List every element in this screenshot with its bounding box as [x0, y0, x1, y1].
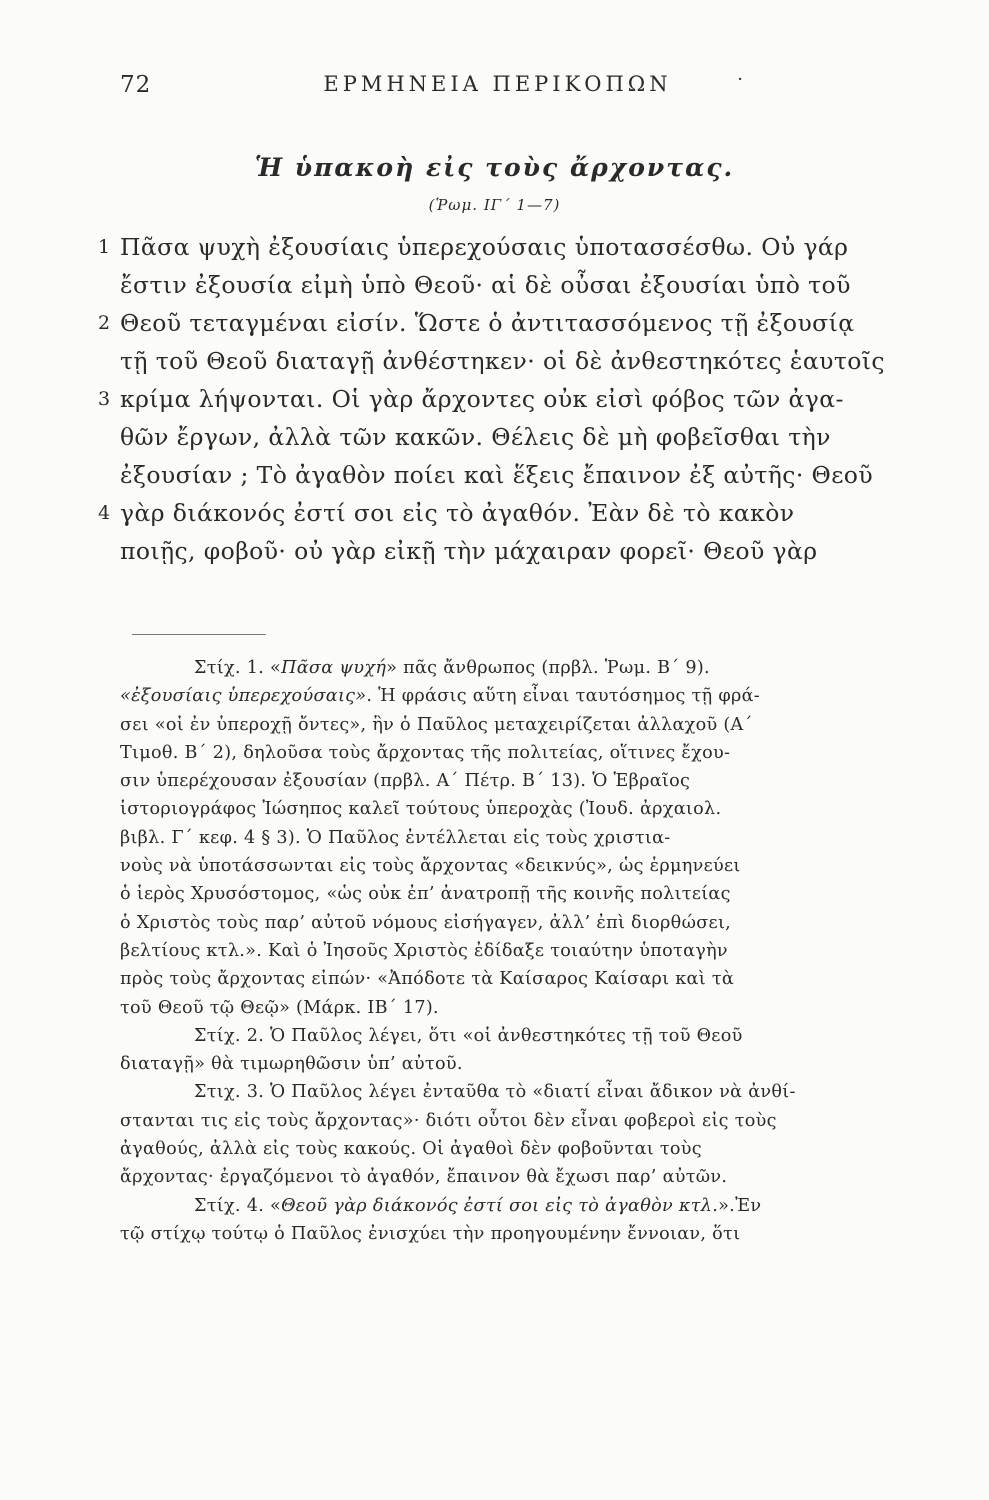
page-header: [120, 69, 875, 102]
line-text: ἐξουσίαν ; Τὸ ἀγαθὸν ποίει καὶ ἕξεις ἔπαινον ἐξ αὐτῆς· Θεοῦ: [120, 461, 874, 489]
note-line: [120, 682, 880, 710]
verse-number: 2: [98, 312, 111, 334]
note-text: . Ἡ φράσις αὕτη εἶναι ταυτόσημος τῇ φρά-: [366, 686, 761, 707]
section-title: Ἡ ὑπακοὴ εἰς τοὺς ἄρχοντας.: [254, 153, 735, 182]
note-text: ».Ἐν: [718, 1195, 762, 1216]
page-number: 72: [120, 72, 152, 98]
note-line: Στίχ. 2. Ὁ Παῦλος λέγει, ὅτι «οἱ ἀνθεστηκότες τῇ τοῦ Θεοῦ: [194, 1025, 743, 1046]
note-line: σιν ὑπερέχουσαν ἐξουσίαν (πρβλ. Α´ Πέτρ. Β´ 13). Ὁ Ἑβραῖος: [120, 771, 691, 792]
verse-number: 3: [98, 388, 111, 410]
commentary-notes: [120, 654, 880, 1248]
main-text: [98, 228, 885, 570]
note-line: ἀγαθούς, ἀλλὰ εἰς τοὺς κακούς. Οἱ ἀγαθοὶ δὲν φοβοῦνται τοὺς: [120, 1139, 702, 1160]
note-line: βελτίους κτλ.». Καὶ ὁ Ἰησοῦς Χριστὸς ἐδίδαξε τοιαύτην ὑποταγὴν: [120, 940, 728, 961]
line-text: Πᾶσα ψυχὴ ἐξουσίαις ὑπερεχούσαις ὑποτασσέσθω. Οὐ γάρ: [120, 233, 849, 261]
note-line: ἄρχοντας· ἐργαζόμενοι τὸ ἀγαθόν, ἔπαινον θὰ ἔχωσι παρ’ αὐτῶν.: [120, 1167, 728, 1188]
line-text: τῇ τοῦ Θεοῦ διαταγῇ ἀνθέστηκεν· οἱ δὲ ἀνθεστηκότες ἑαυτοῖς: [120, 347, 885, 375]
note-quote: «ἐξουσίαις ὑπερεχούσαις»: [120, 686, 367, 707]
note-text: » πᾶς ἄνθρωπος (πρβλ. Ῥωμ. Β´ 9).: [386, 658, 710, 678]
line-text: κρίμα λήψονται. Οἱ γὰρ ἄρχοντες οὐκ εἰσὶ φόβος τῶν ἀγα-: [120, 385, 844, 413]
note-line: τῷ στίχῳ τούτῳ ὁ Παῦλος ἐνισχύει τὴν προηγουμένην ἔννοιαν, ὅτι: [120, 1223, 741, 1244]
line-text: ποιῇς, φοβοῦ· οὐ γὰρ εἰκῇ τὴν μάχαιραν φορεῖ· Θεοῦ γὰρ: [120, 537, 818, 565]
note-line: πρὸς τοὺς ἄρχοντας εἰπών· «Ἀπόδοτε τὰ Καίσαρος Καίσαρι καὶ τὰ: [120, 969, 735, 990]
text-line: [120, 342, 885, 380]
note-line: Στιχ. 3. Ὁ Παῦλος λέγει ἐνταῦθα τὸ «διατί εἶναι ἄδικον νὰ ἀνθί-: [194, 1082, 796, 1103]
note-text: Στίχ. 1. «: [194, 658, 282, 678]
line-text: θῶν ἔργων, ἀλλὰ τῶν κακῶν. Θέλεις δὲ μὴ φοβεῖσθαι τὴν: [120, 423, 831, 451]
note-line: Τιμοθ. Β´ 2), δηλοῦσα τοὺς ἄρχοντας τῆς πολιτείας, οἵτινες ἔχου-: [120, 742, 731, 763]
note-line: τοῦ Θεοῦ τῷ Θεῷ» (Μάρκ. ΙΒ´ 17).: [120, 997, 439, 1018]
running-title: ΕΡΜΗΝΕΙΑ ΠΕΡΙΚΟΠΩΝ: [323, 72, 672, 96]
note-line: [120, 654, 880, 682]
text-line: [98, 228, 880, 266]
note-line: ὁ ἱερὸς Χρυσόστομος, «ὡς οὐκ ἐπ’ ἀνατροπῇ τῆς κοινῆς πολιτείας: [120, 884, 731, 905]
text-line: [120, 532, 880, 570]
section-reference: (Ῥωμ. ΙΓ´ 1—7): [428, 196, 561, 214]
note-line: ἱστοριογράφος Ἰώσηπος καλεῖ τούτους ὑπεροχὰς (Ἰουδ. ἀρχαιολ.: [120, 799, 722, 820]
text-line: [120, 456, 880, 494]
line-text: ἔστιν ἐξουσία εἰμὴ ὑπὸ Θεοῦ· αἱ δὲ οὖσαι ἐξουσίαι ὑπὸ τοῦ: [120, 271, 851, 299]
note-quote: Θεοῦ γὰρ διάκονός ἐστί σοι εἰς τὸ ἀγαθὸν κτλ.: [281, 1195, 719, 1216]
verse-number: 1: [98, 236, 111, 258]
text-line: [120, 266, 880, 304]
note-line: νοὺς νὰ ὑποτάσσωνται εἰς τοὺς ἄρχοντας «δεικνύς», ὡς ἑρμηνεύει: [120, 856, 741, 877]
text-line: [120, 418, 880, 456]
note-line: [120, 1192, 880, 1220]
verse-number: 4: [98, 502, 111, 524]
text-line: [98, 304, 880, 342]
note-line: σει «οἱ ἐν ὑπεροχῇ ὄντες», ἣν ὁ Παῦλος μεταχειρίζεται ἀλλαχοῦ (Α´: [120, 714, 753, 735]
note-line: διαταγῇ» θὰ τιμωρηθῶσιν ὑπ’ αὐτοῦ.: [120, 1054, 463, 1075]
note-line: βιβλ. Γ´ κεφ. 4 § 3). Ὁ Παῦλος ἐντέλλεται εἰς τοὺς χριστια-: [120, 827, 671, 848]
note-line: ὁ Χριστὸς τοὺς παρ’ αὐτοῦ νόμους εἰσήγαγεν, ἀλλ’ ἐπὶ διορθώσει,: [120, 912, 732, 933]
note-quote: Πᾶσα ψυχή: [281, 658, 387, 678]
note-line: στανται τις εἰς τοὺς ἄρχοντας»· διότι οὗτοι δὲν εἶναι φοβεροὶ εἰς τοὺς: [120, 1110, 777, 1131]
footnote-divider: [132, 634, 266, 635]
line-text: γὰρ διάκονός ἐστί σοι εἰς τὸ ἀγαθόν. Ἐὰν δὲ τὸ κακὸν: [120, 499, 795, 527]
header-ornament: ·: [737, 69, 743, 90]
text-line: [98, 380, 880, 418]
line-text: Θεοῦ τεταγμέναι εἰσίν. Ὥστε ὁ ἀντιτασσόμενος τῇ ἐξουσίᾳ: [120, 309, 855, 337]
text-line: [98, 494, 880, 532]
note-text: Στίχ. 4. «: [194, 1195, 282, 1216]
